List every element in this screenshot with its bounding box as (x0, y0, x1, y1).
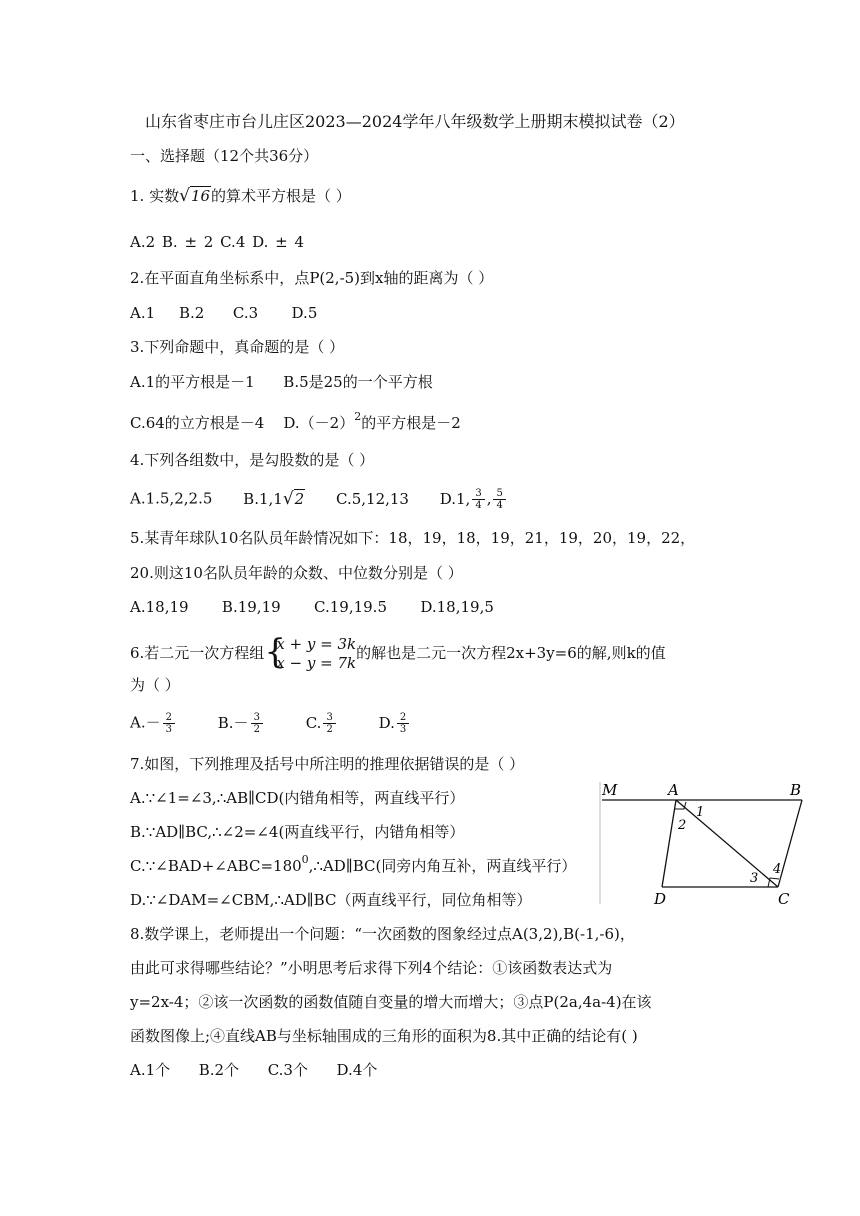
angle-label-4: 4 (773, 862, 782, 877)
question-3-options-line-1: A.1的平方根是－1 B.5是25的一个平方根 (130, 373, 433, 391)
question-3-stem: 3.下列命题中，真命题的是（ ） (130, 338, 345, 356)
label-m: M (602, 781, 618, 799)
label-c: C (778, 890, 790, 908)
label-d: D (654, 890, 667, 908)
fraction: $\frac{5}{4}$ (493, 488, 505, 511)
question-1-stem: 1. 实数√16的算术平方根是（ ） (130, 186, 351, 206)
question-7-option-a: A.∵∠1=∠3,∴AB∥CD(内错角相等，两直线平行） (130, 789, 465, 807)
question-7-option-d: D.∵∠DAM=∠CBM,∴AD∥BC（两直线平行，同位角相等） (130, 891, 532, 909)
fraction: $\frac{2}{3}$ (163, 712, 175, 735)
question-6-stem-line-1: 6.若二元一次方程组 { x + y = 3k x − y = 7k 的解也是二元一次方程2x+3y=6的解,则k的值 (130, 632, 666, 672)
fraction: $\frac{3}{2}$ (251, 712, 263, 735)
question-5-stem-line-2: 20.则这10名队员年龄的众数、中位数分别是（ ） (130, 564, 463, 582)
question-6-stem-line-2: 为（ ） (130, 676, 180, 694)
sqrt-expression: √16 (179, 186, 211, 206)
question-8-stem-line-3: y=2x-4；②该一次函数的函数值随自变量的增大而增大；③点P(2a,4a-4)在该 (130, 993, 652, 1011)
angle-label-3: 3 (750, 871, 759, 886)
label-a: A (668, 781, 679, 799)
segment-ad (662, 800, 676, 887)
question-8-stem-line-2: 由此可求得哪些结论？”小明思考后求得下列4个结论：①该函数表达式为 (130, 959, 613, 977)
fraction: $\frac{2}{3}$ (397, 712, 409, 735)
question-8-stem-line-1: 8.数学课上，老师提出一个问题：“一次函数的图象经过点A(3,2),B(-1,-6)， (130, 925, 635, 943)
question-2-stem: 2.在平面直角坐标系中，点P(2,-5)到x轴的距离为（ ） (130, 269, 494, 287)
diagonal-ac (676, 800, 778, 887)
question-5-options: A.18,19 B.19,19 C.19,19.5 D.18,19,5 (130, 598, 494, 616)
question-4-options: A.1.5,2,2.5 B.1,1√2 C.5,12,13 D.1, $\frac{3}{4}$ , $\frac{5}{4}$ (130, 488, 508, 511)
question-8-options: A.1个 B.2个 C.3个 D.4个 (130, 1061, 378, 1079)
fraction: $\frac{3}{4}$ (472, 488, 484, 511)
parallelogram-figure (598, 776, 820, 908)
page-title: 山东省枣庄市台儿庄区2023—2024学年八年级数学上册期末模拟试卷（2） (145, 112, 685, 131)
question-7-option-c: $C.\because\angle BAD+\angle ABC=180^0,\therefore AD\parallel BC$(同旁内角互补，两直线平行） (130, 853, 577, 875)
label-b: B (790, 781, 802, 799)
fraction: $\frac{3}{2}$ (323, 712, 335, 735)
question-8-stem-line-4: 函数图像上;④直线AB与坐标轴围成的三角形的面积为8.其中正确的结论有( ) (130, 1027, 638, 1045)
question-1-options: A.2 B. ± 2 C.4 D. ± 4 (130, 233, 305, 251)
question-4-stem: 4.下列各组数中，是勾股数的是（ ） (130, 451, 375, 469)
question-7-stem: 7.如图，下列推理及括号中所注明的推理依据错误的是（ ） (130, 755, 525, 773)
angle-label-1: 1 (696, 805, 705, 820)
question-5-stem-line-1: 5.某青年球队10名队员年龄情况如下：18，19，18，19，21，19，20，19，22， (130, 529, 696, 547)
equation-system: { x + y = 3k x − y = 7k (264, 632, 357, 672)
angle-label-2: 2 (678, 818, 687, 833)
question-3-options-line-2: C.64的立方根是－4 $D.(-2)^2$的平方根是－2 (130, 410, 461, 432)
segment-bc (778, 800, 802, 887)
section-heading: 一、选择题（12个共36分） (130, 147, 319, 165)
question-7-option-b: B.∵AD∥BC,∴∠2=∠4(两直线平行，内错角相等） (130, 823, 465, 841)
question-2-options: A.1 B.2 C.3 D.5 (130, 304, 318, 322)
question-6-options: A.－ $\frac{2}{3}$ B.－ $\frac{3}{2}$ C. $\frac{3}{2}$ D. $\frac{2}{3}$ (130, 712, 411, 735)
